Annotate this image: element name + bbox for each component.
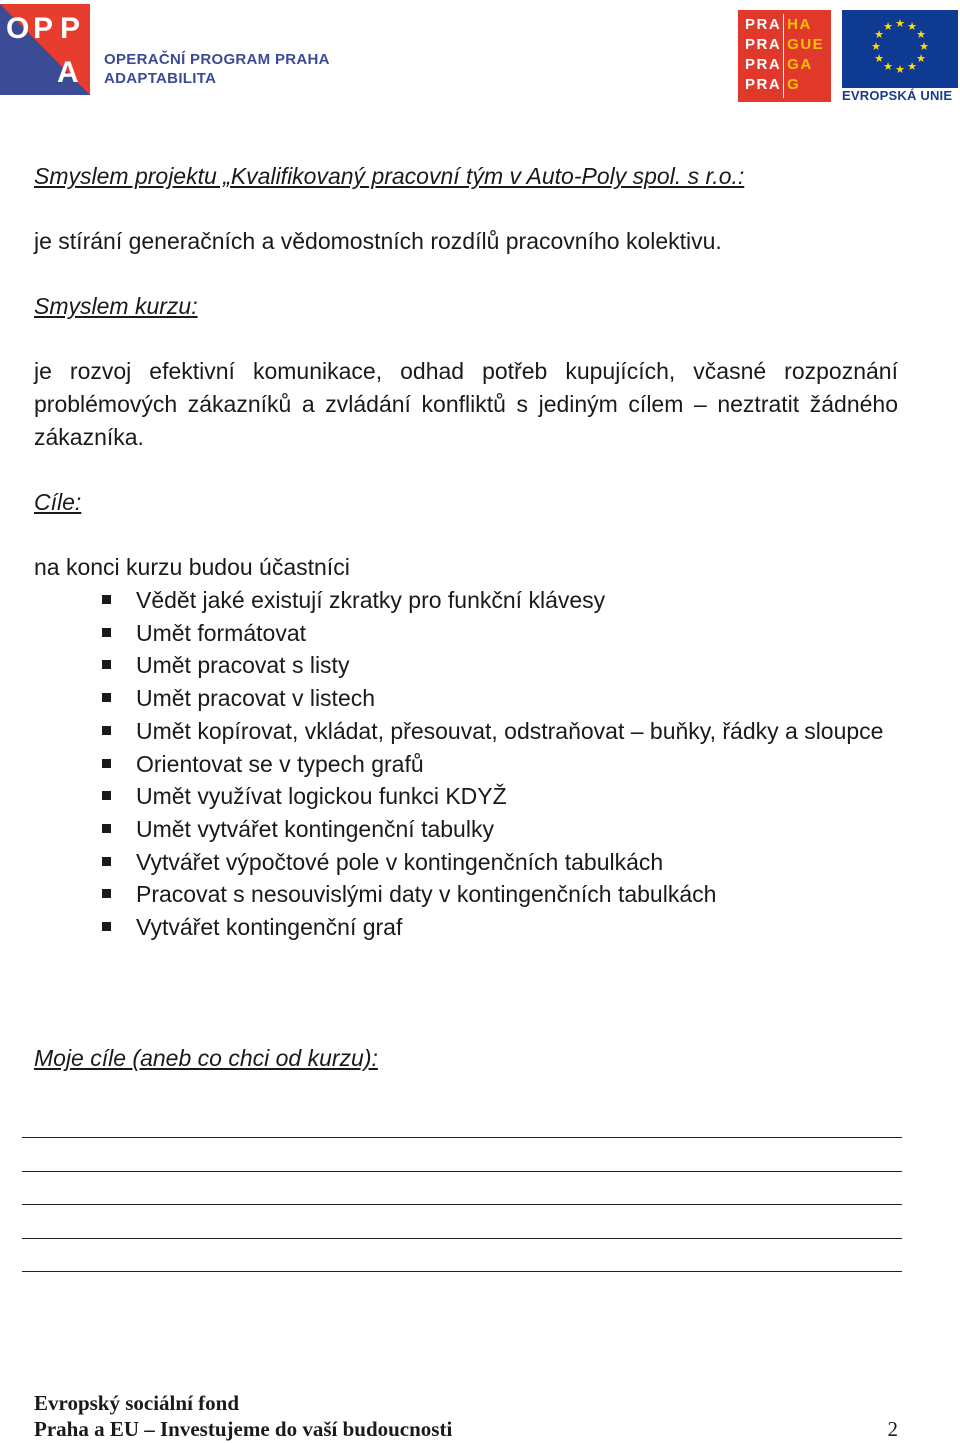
opp-praha-adaptabilita-logo	[0, 4, 330, 100]
praha-logo-row: PRA HA	[745, 16, 812, 33]
square-bullet-icon	[102, 660, 111, 669]
project-heading: Smyslem projektu „Kvalifikovaný pracovní tým v Auto-Poly spol. s r.o.:	[34, 163, 745, 189]
list-item: Umět vytvářet kontingenční tabulky	[34, 813, 898, 846]
square-bullet-icon	[102, 824, 111, 833]
opp-letter: O	[6, 12, 30, 45]
blank-line[interactable]	[22, 1238, 902, 1239]
blank-line[interactable]	[22, 1171, 902, 1172]
blank-line[interactable]	[22, 1204, 902, 1205]
my-goals-heading: Moje cíle (aneb co chci od kurzu):	[34, 1045, 378, 1071]
footer-line2: Praha a EU – Investujeme do vaší budoucnosti	[34, 1417, 453, 1441]
svg-text:★: ★	[874, 52, 884, 65]
opp-logo-line1: OPERAČNÍ PROGRAM PRAHA	[104, 51, 330, 68]
goals-intro: na konci kurzu budou účastníci	[34, 554, 350, 580]
list-item: Vědět jaké existují zkratky pro funkční klávesy	[34, 584, 898, 617]
goals-list	[34, 584, 898, 944]
svg-text:★: ★	[907, 20, 917, 33]
eu-logo	[842, 10, 960, 102]
opp-letter: P	[60, 12, 81, 45]
opp-logo-line2: ADAPTABILITA	[104, 70, 217, 87]
blank-line[interactable]	[22, 1271, 902, 1272]
square-bullet-icon	[102, 595, 111, 604]
list-item: Umět kopírovat, vkládat, přesouvat, odstraňovat – buňky, řádky a sloupce	[34, 715, 898, 748]
project-text: je stírání generačních a vědomostních rozdílů pracovního kolektivu.	[34, 228, 722, 254]
course-text: je rozvoj efektivní komunikace, odhad potřeb kupujících, včasné rozpoznání problémových zákazníků a zvládání konfliktů s jediným cílem – neztratit žádného zákazníka.	[34, 358, 898, 450]
list-item: Umět pracovat v listech	[34, 682, 898, 715]
document-body	[34, 160, 898, 944]
svg-text:★: ★	[883, 20, 893, 33]
list-item: Orientovat se v typech grafů	[34, 748, 898, 781]
eu-flag-icon	[842, 10, 958, 88]
opp-letter: A	[57, 56, 79, 89]
list-item: Umět využívat logickou funkci KDYŽ	[34, 780, 898, 813]
goals-heading: Cíle:	[34, 489, 82, 515]
square-bullet-icon	[102, 693, 111, 702]
praha-logo-row: PRA G	[745, 76, 801, 93]
list-item: Umět pracovat s listy	[34, 649, 898, 682]
svg-text:★: ★	[883, 60, 893, 73]
svg-text:★: ★	[874, 28, 884, 41]
square-bullet-icon	[102, 889, 111, 898]
svg-text:★: ★	[919, 40, 929, 53]
svg-text:★: ★	[895, 17, 905, 30]
course-heading: Smyslem kurzu:	[34, 293, 198, 319]
square-bullet-icon	[102, 726, 111, 735]
svg-text:★: ★	[907, 60, 917, 73]
page-footer	[34, 1390, 898, 1442]
list-item: Umět formátovat	[34, 617, 898, 650]
eu-logo-caption: EVROPSKÁ UNIE	[842, 88, 953, 103]
praha-logo-row: PRA GA	[745, 56, 813, 73]
svg-text:★: ★	[871, 40, 881, 53]
opp-logo-mark	[0, 4, 90, 95]
praha-logo-row: PRA GUE	[745, 36, 825, 53]
svg-text:★: ★	[916, 52, 926, 65]
list-item: Vytvářet výpočtové pole v kontingenčních tabulkách	[34, 846, 898, 879]
square-bullet-icon	[102, 791, 111, 800]
blank-line[interactable]	[22, 1137, 902, 1138]
square-bullet-icon	[102, 628, 111, 637]
blank-answer-lines[interactable]	[22, 1137, 902, 1305]
footer-line1: Evropský sociální fond	[34, 1391, 240, 1415]
praha-prague-logo	[738, 10, 831, 102]
square-bullet-icon	[102, 857, 111, 866]
opp-letter: P	[33, 12, 54, 45]
svg-text:★: ★	[895, 63, 905, 76]
square-bullet-icon	[102, 759, 111, 768]
list-item: Pracovat s nesouvislými daty v kontingenčních tabulkách	[34, 878, 898, 911]
square-bullet-icon	[102, 922, 111, 931]
opp-logo-text	[104, 50, 330, 88]
svg-text:★: ★	[916, 28, 926, 41]
list-item: Vytvářet kontingenční graf	[34, 911, 898, 944]
page-number: 2	[887, 1417, 898, 1441]
